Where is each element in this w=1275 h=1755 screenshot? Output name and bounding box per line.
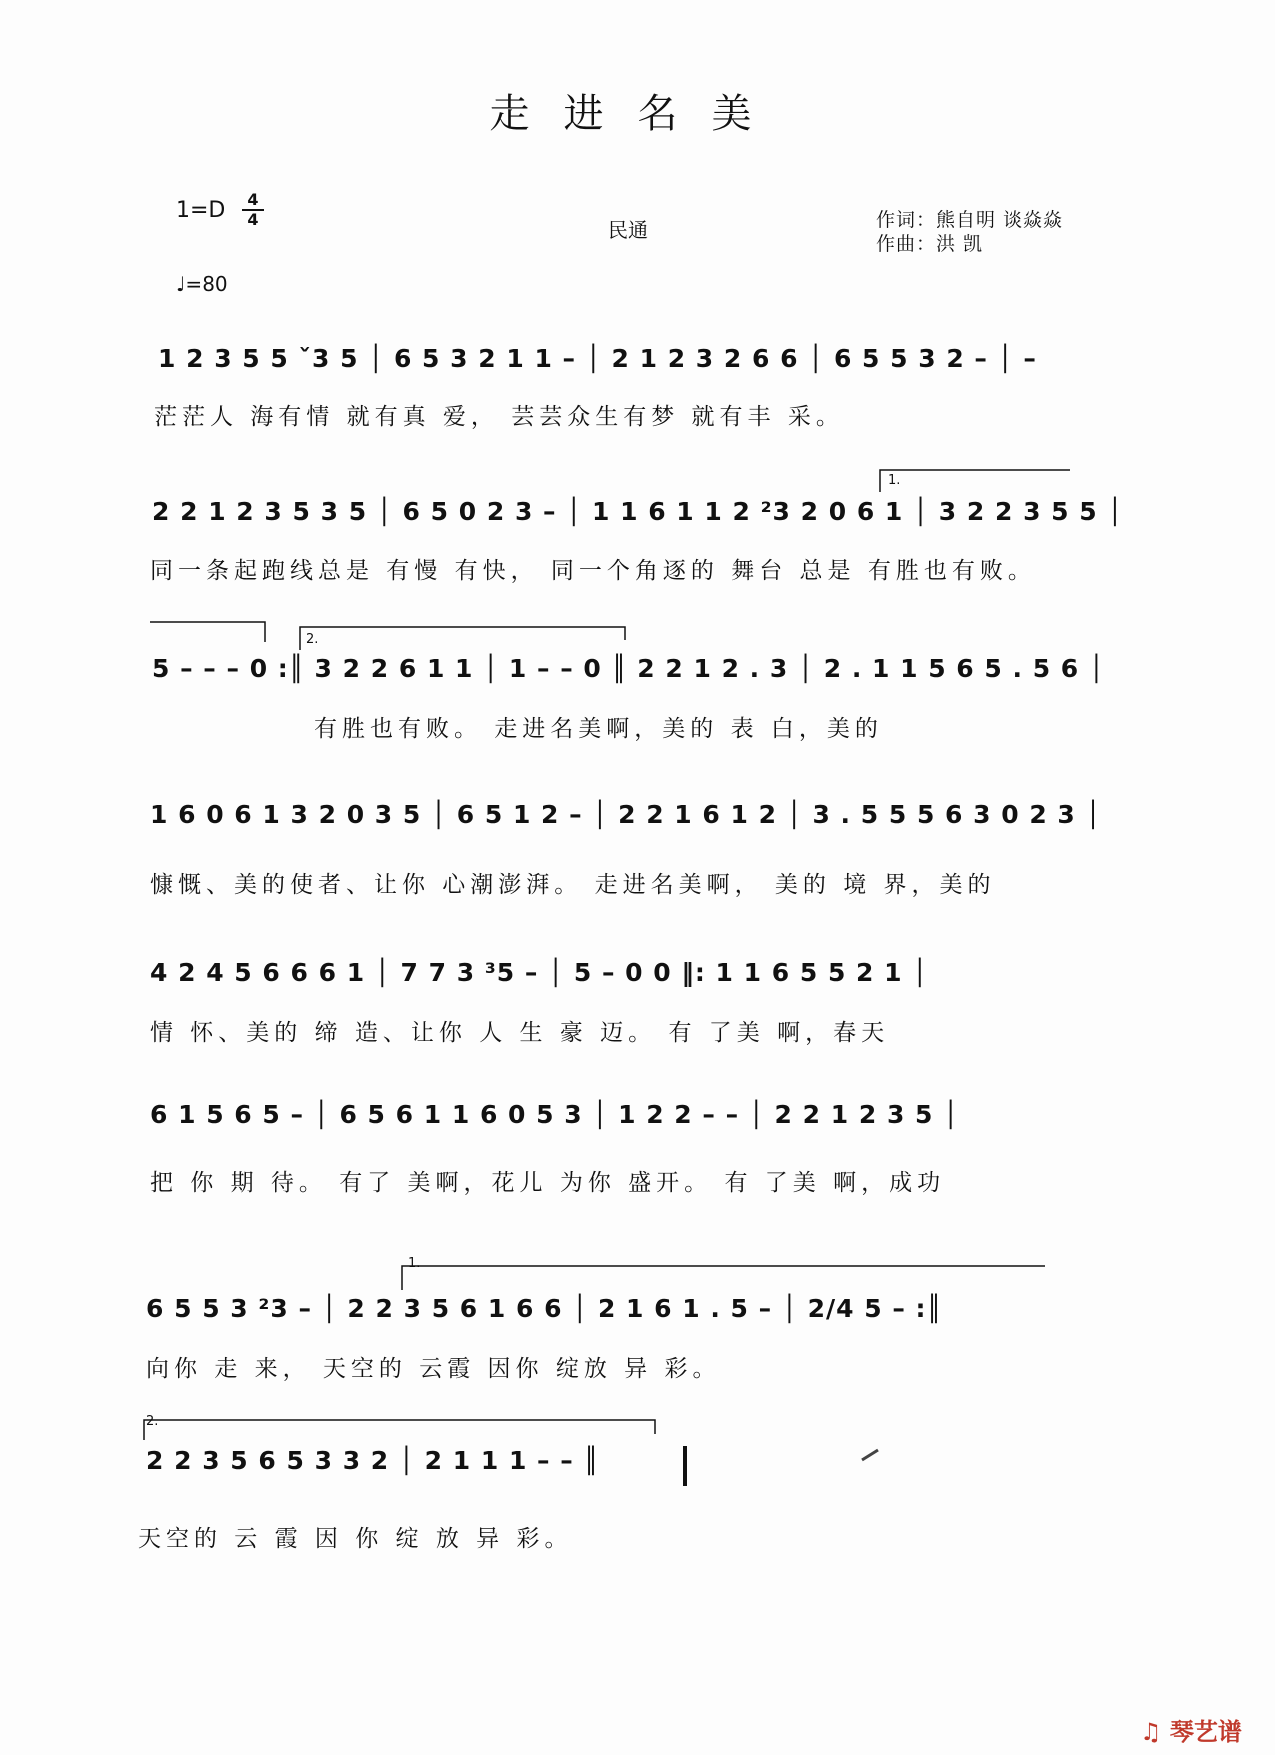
piano-logo-icon: ♫ [1140, 1718, 1162, 1746]
volta-2-label: 2. [306, 632, 319, 647]
notation-line-6: 6 1 5 6 5 – │ 6 5 6 1 1 6 0 5 3 │ 1 2 2 – – │ 2 2 1 2 3 5 │ [150, 1100, 960, 1129]
volta-1-label: 1. [888, 473, 901, 488]
notation-line-2: 2 2 1 2 3 5 3 5 │ 6 5 0 2 3 – │ 1 1 6 1 1 2 ²3 2 0 6 1 │ 3 2 2 3 5 5 │ [152, 497, 1124, 526]
song-title: 走进名美 [489, 91, 786, 137]
volta-1-continuation [150, 622, 265, 642]
lyricist-credit: 作词：熊自明 谈焱焱 [876, 209, 1064, 231]
lyric-line-7: 向你 走 来， 天空的 云霞 因你 绽放 异 彩。 [146, 1356, 721, 1382]
lyric-line-8: 天空的 云 霞 因 你 绽 放 异 彩。 [138, 1526, 573, 1552]
notation-line-3: 5 – – – 0 :║ 3 2 2 6 1 1 │ 1 – – 0 ║ 2 2 1 2 . 3 │ 2 . 1 1 5 6 5 . 5 6 │ [152, 654, 1105, 683]
notation-line-1: 1 2 3 5 5 ˇ3 5 │ 6 5 3 2 1 1 – │ 2 1 2 3 2 6 6 │ 6 5 5 3 2 – │ – [158, 344, 1037, 373]
lyric-line-2: 同一条起跑线总是 有慢 有快， 同一个角逐的 舞台 总是 有胜也有败。 [150, 558, 1036, 584]
time-signature [242, 192, 264, 228]
notation-line-4: 1 6 0 6 1 3 2 0 3 5 │ 6 5 1 2 – │ 2 2 1 6 1 2 │ 3 . 5 5 5 6 3 0 2 3 │ [150, 800, 1102, 829]
composer-credit: 作曲：洪 凯 [876, 233, 984, 255]
volta-2b-bracket [144, 1420, 655, 1440]
watermark [1140, 1712, 1242, 1747]
final-barline [683, 1446, 687, 1486]
tempo-marking: ♩=80 [176, 272, 228, 296]
watermark-text: 琴艺谱 [1169, 1718, 1242, 1746]
lyric-line-1: 茫茫人 海有情 就有真 爱， 芸芸众生有梦 就有丰 采。 [154, 404, 844, 430]
volta-2-bracket [300, 627, 625, 650]
lyric-line-4: 慷慨、美的使者、让你 心潮澎湃。 走进名美啊， 美的 境 界，美的 [150, 872, 996, 898]
lyric-line-3: 有胜也有败。 走进名美啊，美的 表 白，美的 [314, 716, 883, 742]
notation-line-5: 4 2 4 5 6 6 6 1 │ 7 7 3 ³5 – │ 5 – 0 0 ‖: 1 1 6 5 5 2 1 │ [150, 958, 929, 987]
lyric-line-6: 把 你 期 待。 有了 美啊，花儿 为你 盛开。 有 了美 啊，成功 [150, 1170, 946, 1196]
time-signature-top: 4 [247, 190, 259, 209]
lyric-line-5: 情 怀、美的 缔 造、让你 人 生 豪 迈。 有 了美 啊，春天 [150, 1020, 890, 1046]
key-signature: 1=D [176, 198, 226, 223]
volta-1b-bracket [402, 1266, 1045, 1290]
notation-line-7: 6 5 5 3 ²3 – │ 2 2 3 5 6 1 6 6 │ 2 1 6 1 . 5 – │ 2/4 5 – :║ [146, 1294, 943, 1323]
pencil-mark [862, 1450, 878, 1460]
notation-line-8: 2 2 3 5 6 5 3 3 2 │ 2 1 1 1 – – ║ [146, 1446, 600, 1475]
style-marking: 民通 [608, 218, 648, 242]
credits [876, 208, 1063, 256]
volta-1-bracket [880, 470, 1070, 492]
volta-1b-label: 1. [408, 1256, 421, 1271]
volta-2b-label: 2. [146, 1414, 159, 1429]
time-signature-bottom: 4 [247, 210, 259, 229]
